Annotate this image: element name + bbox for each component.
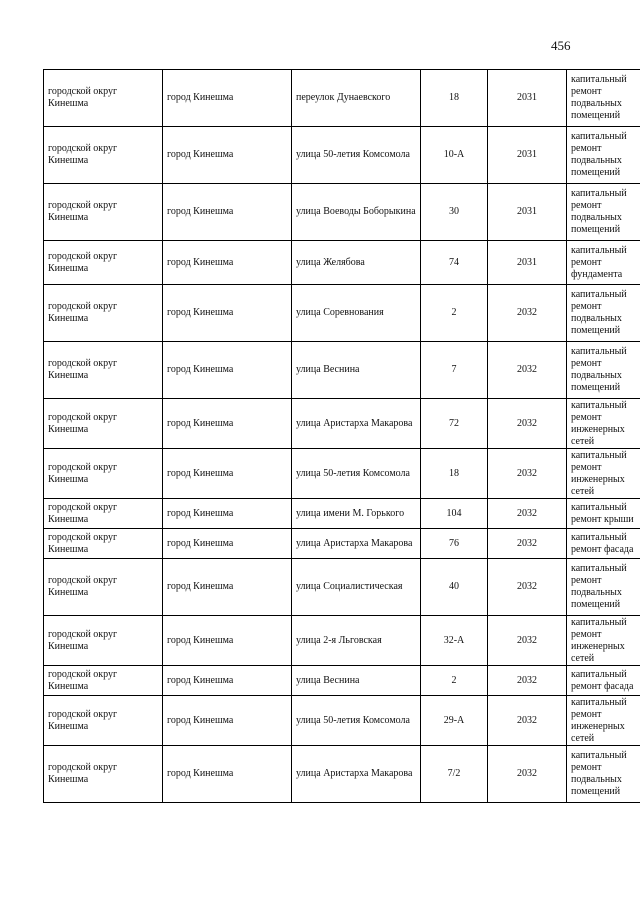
page-number: 456	[551, 38, 571, 53]
work-type-cell: капитальный ремонт подвальных помещений	[567, 559, 640, 616]
street-cell: улица Аристарха Макарова	[292, 529, 421, 559]
house-number-cell: 18	[421, 449, 488, 499]
street-cell: улица Воеводы Боборыкина	[292, 184, 421, 241]
city-cell: город Кинешма	[163, 241, 292, 285]
table-row	[44, 70, 640, 127]
district-cell: городской округ Кинешма	[44, 449, 163, 499]
house-number-cell: 76	[421, 529, 488, 559]
house-number-cell: 29-А	[421, 696, 488, 746]
district-cell: городской округ Кинешма	[44, 342, 163, 399]
table-row	[44, 616, 640, 666]
work-type-cell: капитальный ремонт фундамента	[567, 241, 640, 285]
work-type-cell: капитальный ремонт подвальных помещений	[567, 342, 640, 399]
work-type-cell: капитальный ремонт подвальных помещений	[567, 127, 640, 184]
work-type-cell: капитальный ремонт крыши	[567, 499, 640, 529]
street-cell: улица Веснина	[292, 342, 421, 399]
year-cell: 2032	[488, 746, 567, 803]
table-row	[44, 559, 640, 616]
district-cell: городской округ Кинешма	[44, 746, 163, 803]
house-number-cell: 7	[421, 342, 488, 399]
street-cell: переулок Дунаевского	[292, 70, 421, 127]
street-cell: улица Социалистическая	[292, 559, 421, 616]
street-cell: улица 2-я Льговская	[292, 616, 421, 666]
city-cell: город Кинешма	[163, 399, 292, 449]
year-cell: 2031	[488, 241, 567, 285]
city-cell: город Кинешма	[163, 342, 292, 399]
city-cell: город Кинешма	[163, 559, 292, 616]
street-cell: улица 50-летия Комсомола	[292, 449, 421, 499]
house-number-cell: 10-А	[421, 127, 488, 184]
house-number-cell: 18	[421, 70, 488, 127]
table-row	[44, 127, 640, 184]
repair-schedule-table	[43, 69, 640, 803]
year-cell: 2031	[488, 70, 567, 127]
house-number-cell: 104	[421, 499, 488, 529]
street-cell: улица 50-летия Комсомола	[292, 127, 421, 184]
table-row	[44, 529, 640, 559]
house-number-cell: 74	[421, 241, 488, 285]
city-cell: город Кинешма	[163, 70, 292, 127]
district-cell: городской округ Кинешма	[44, 127, 163, 184]
work-type-cell: капитальный ремонт подвальных помещений	[567, 746, 640, 803]
work-type-cell: капитальный ремонт фасада	[567, 666, 640, 696]
table-body	[44, 70, 640, 803]
year-cell: 2031	[488, 127, 567, 184]
year-cell: 2032	[488, 559, 567, 616]
work-type-cell: капитальный ремонт подвальных помещений	[567, 184, 640, 241]
city-cell: город Кинешма	[163, 616, 292, 666]
street-cell: улица Соревнования	[292, 285, 421, 342]
table-row	[44, 666, 640, 696]
table-row	[44, 285, 640, 342]
district-cell: городской округ Кинешма	[44, 399, 163, 449]
work-type-cell: капитальный ремонт инженерных сетей	[567, 696, 640, 746]
year-cell: 2031	[488, 184, 567, 241]
house-number-cell: 2	[421, 285, 488, 342]
district-cell: городской округ Кинешма	[44, 285, 163, 342]
table-row	[44, 449, 640, 499]
table-row	[44, 696, 640, 746]
house-number-cell: 2	[421, 666, 488, 696]
table-row	[44, 399, 640, 449]
city-cell: город Кинешма	[163, 184, 292, 241]
city-cell: город Кинешма	[163, 285, 292, 342]
district-cell: городской округ Кинешма	[44, 529, 163, 559]
house-number-cell: 72	[421, 399, 488, 449]
street-cell: улица Аристарха Макарова	[292, 746, 421, 803]
street-cell: улица Веснина	[292, 666, 421, 696]
district-cell: городской округ Кинешма	[44, 70, 163, 127]
street-cell: улица 50-летия Комсомола	[292, 696, 421, 746]
city-cell: город Кинешма	[163, 666, 292, 696]
year-cell: 2032	[488, 285, 567, 342]
house-number-cell: 30	[421, 184, 488, 241]
city-cell: город Кинешма	[163, 449, 292, 499]
year-cell: 2032	[488, 529, 567, 559]
district-cell: городской округ Кинешма	[44, 559, 163, 616]
city-cell: город Кинешма	[163, 529, 292, 559]
district-cell: городской округ Кинешма	[44, 696, 163, 746]
work-type-cell: капитальный ремонт инженерных сетей	[567, 399, 640, 449]
table-row	[44, 241, 640, 285]
city-cell: город Кинешма	[163, 499, 292, 529]
street-cell: улица Желябова	[292, 241, 421, 285]
year-cell: 2032	[488, 399, 567, 449]
year-cell: 2032	[488, 449, 567, 499]
table-row	[44, 342, 640, 399]
district-cell: городской округ Кинешма	[44, 499, 163, 529]
work-type-cell: капитальный ремонт подвальных помещений	[567, 70, 640, 127]
year-cell: 2032	[488, 342, 567, 399]
work-type-cell: капитальный ремонт инженерных сетей	[567, 616, 640, 666]
district-cell: городской округ Кинешма	[44, 616, 163, 666]
year-cell: 2032	[488, 666, 567, 696]
district-cell: городской округ Кинешма	[44, 241, 163, 285]
house-number-cell: 40	[421, 559, 488, 616]
year-cell: 2032	[488, 499, 567, 529]
year-cell: 2032	[488, 696, 567, 746]
district-cell: городской округ Кинешма	[44, 666, 163, 696]
table-row	[44, 184, 640, 241]
street-cell: улица Аристарха Макарова	[292, 399, 421, 449]
work-type-cell: капитальный ремонт фасада	[567, 529, 640, 559]
work-type-cell: капитальный ремонт подвальных помещений	[567, 285, 640, 342]
street-cell: улица имени М. Горького	[292, 499, 421, 529]
table-row	[44, 746, 640, 803]
city-cell: город Кинешма	[163, 696, 292, 746]
city-cell: город Кинешма	[163, 746, 292, 803]
district-cell: городской округ Кинешма	[44, 184, 163, 241]
house-number-cell: 32-А	[421, 616, 488, 666]
table-row	[44, 499, 640, 529]
city-cell: город Кинешма	[163, 127, 292, 184]
year-cell: 2032	[488, 616, 567, 666]
house-number-cell: 7/2	[421, 746, 488, 803]
work-type-cell: капитальный ремонт инженерных сетей	[567, 449, 640, 499]
